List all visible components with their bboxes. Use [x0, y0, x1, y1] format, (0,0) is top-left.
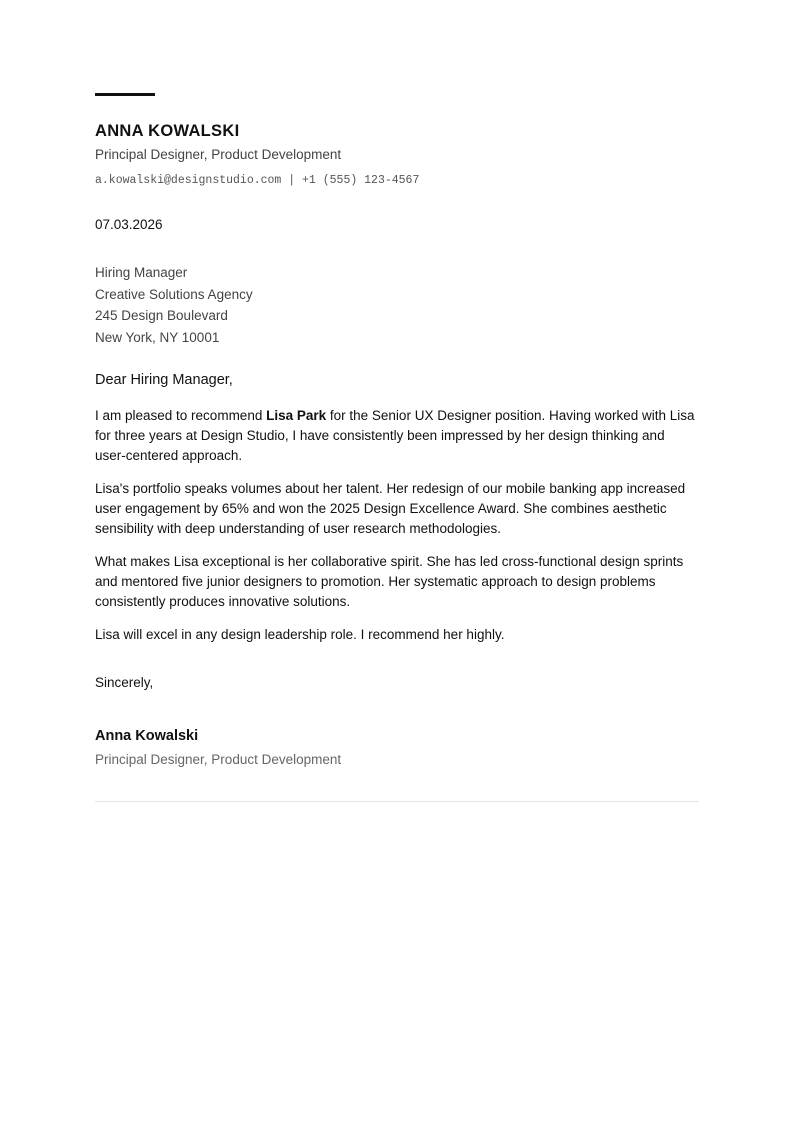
letter-date: 07.03.2026	[95, 217, 163, 232]
recipient-line: 245 Design Boulevard	[95, 308, 228, 323]
candidate-name: Lisa Park	[266, 408, 327, 423]
sender-contact-line: a.kowalski@designstudio.com | +1 (555) 123-4567	[95, 174, 420, 187]
sender-title: Principal Designer, Product Development	[95, 147, 342, 162]
sender-name: ANNA KOWALSKI	[95, 122, 240, 140]
recipient-line: Hiring Manager	[95, 265, 188, 280]
recipient-address	[95, 262, 253, 348]
body-paragraph: Lisa will excel in any design leadership role. I recommend her highly.	[95, 627, 505, 642]
signature-name: Anna Kowalski	[95, 728, 199, 744]
paragraph-text: I am pleased to recommend	[95, 408, 267, 423]
body-paragraph	[95, 406, 699, 466]
signature-title: Principal Designer, Product Development	[95, 752, 342, 767]
header-accent-bar	[95, 93, 155, 96]
recipient-line: New York, NY 10001	[95, 329, 220, 345]
letter-body	[95, 406, 699, 658]
closing: Sincerely,	[95, 675, 154, 690]
recipient-line: Creative Solutions Agency	[95, 286, 253, 302]
paragraph-text: for the Senior UX Designer position. Having worked with Lisa for three years at Design Studio, I have consistently been impressed by her design thinking and user-centered approach.	[95, 408, 695, 463]
salutation: Dear Hiring Manager,	[95, 372, 233, 388]
body-paragraph: Lisa's portfolio speaks volumes about her talent. Her redesign of our mobile banking app increased user engagement by 65% and won the 2025 Design Excellence Award. She combines aesthetic sensibility with deep understanding of user research methodologies.	[95, 481, 686, 536]
footer-divider	[95, 801, 699, 802]
body-paragraph: What makes Lisa exceptional is her collaborative spirit. She has led cross-functional design sprints and mentored five junior designers to promotion. Her systematic approach to design problems consistently produces innovative solutions.	[95, 554, 684, 609]
